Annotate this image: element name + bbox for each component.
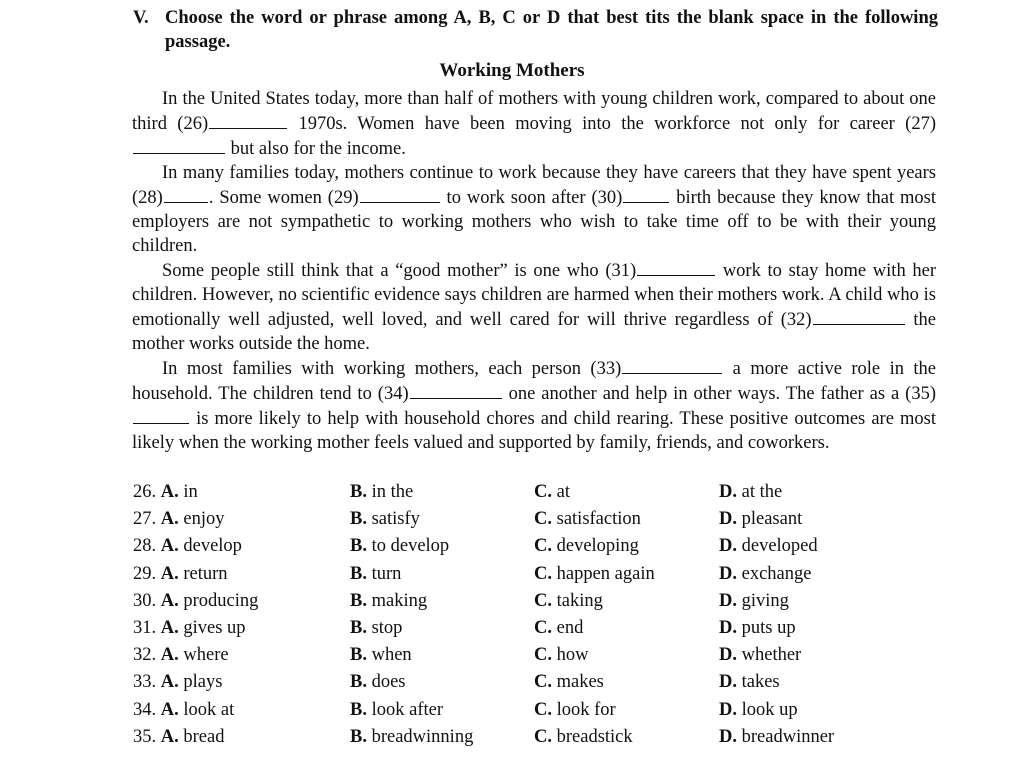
option-a[interactable] bbox=[133, 698, 234, 722]
option-text: at the bbox=[741, 482, 783, 502]
question-number: 34. bbox=[133, 699, 157, 720]
option-letter: B. bbox=[350, 672, 367, 693]
exercise-number: V. bbox=[133, 8, 149, 28]
option-d[interactable] bbox=[719, 534, 818, 558]
option-text: how bbox=[556, 645, 589, 666]
p4-text-3: one another and help in other ways. The father as a (35) bbox=[502, 384, 936, 404]
option-letter: A. bbox=[160, 590, 179, 611]
option-text: when bbox=[371, 645, 412, 666]
p4-text-2: a more active role in the household. The children tend to (34) bbox=[132, 359, 936, 404]
option-letter: A. bbox=[160, 645, 179, 666]
option-letter: A. bbox=[160, 672, 179, 693]
p2-text-1: In many families today, mothers continue to work because they have careers that they have spent years (28) bbox=[132, 163, 936, 208]
option-text: turn bbox=[371, 563, 402, 584]
question-row bbox=[133, 725, 933, 752]
option-letter: C. bbox=[534, 536, 552, 557]
option-letter: D. bbox=[719, 590, 737, 611]
option-c[interactable] bbox=[534, 698, 616, 722]
option-c[interactable] bbox=[534, 534, 639, 558]
option-b[interactable] bbox=[350, 507, 420, 531]
option-text: makes bbox=[556, 672, 604, 693]
option-letter: A. bbox=[160, 699, 179, 720]
option-c[interactable] bbox=[534, 562, 655, 586]
option-letter: C. bbox=[534, 590, 552, 611]
option-text: developing bbox=[556, 536, 639, 557]
option-letter: C. bbox=[534, 672, 552, 693]
option-letter: A. bbox=[160, 726, 179, 747]
question-row bbox=[133, 616, 933, 643]
option-letter: B. bbox=[350, 536, 367, 557]
blank-34 bbox=[410, 381, 502, 399]
option-b[interactable] bbox=[350, 698, 443, 722]
option-letter: D. bbox=[719, 563, 737, 584]
option-text: in the bbox=[371, 482, 414, 502]
option-b[interactable] bbox=[350, 589, 427, 613]
option-c[interactable] bbox=[534, 589, 603, 613]
option-b[interactable] bbox=[350, 725, 473, 749]
option-letter: B. bbox=[350, 699, 367, 720]
option-c[interactable] bbox=[534, 507, 641, 531]
option-a[interactable] bbox=[133, 562, 228, 586]
option-d[interactable] bbox=[719, 589, 789, 613]
question-number: 31. bbox=[133, 617, 157, 638]
option-letter: C. bbox=[534, 699, 552, 720]
option-text: to develop bbox=[371, 536, 450, 557]
option-text: gives up bbox=[183, 617, 246, 638]
question-number: 27. bbox=[133, 509, 157, 530]
answer-options bbox=[133, 480, 933, 752]
option-letter: C. bbox=[534, 482, 552, 502]
option-text: giving bbox=[741, 590, 789, 611]
option-text: breadstick bbox=[556, 726, 633, 747]
question-number: 35. bbox=[133, 726, 157, 747]
option-letter: D. bbox=[719, 617, 737, 638]
option-a[interactable] bbox=[133, 480, 198, 504]
question-row bbox=[133, 534, 933, 561]
option-text: at bbox=[556, 482, 570, 502]
option-letter: B. bbox=[350, 617, 367, 638]
passage bbox=[132, 87, 936, 455]
option-b[interactable] bbox=[350, 643, 412, 667]
question-row bbox=[133, 643, 933, 670]
option-b[interactable] bbox=[350, 480, 413, 504]
question-number: 32. bbox=[133, 645, 157, 666]
option-letter: D. bbox=[719, 482, 737, 502]
option-letter: C. bbox=[534, 617, 552, 638]
option-text: puts up bbox=[741, 617, 796, 638]
option-letter: C. bbox=[534, 726, 552, 747]
blank-30 bbox=[623, 185, 669, 203]
option-c[interactable] bbox=[534, 480, 570, 504]
option-text: producing bbox=[183, 590, 259, 611]
option-text: developed bbox=[741, 536, 818, 557]
option-b[interactable] bbox=[350, 534, 449, 558]
option-letter: D. bbox=[719, 645, 737, 666]
option-text: making bbox=[371, 590, 428, 611]
option-text: stop bbox=[371, 617, 403, 638]
option-c[interactable] bbox=[534, 616, 583, 640]
option-letter: D. bbox=[719, 726, 737, 747]
option-letter: B. bbox=[350, 590, 367, 611]
option-b[interactable] bbox=[350, 562, 401, 586]
question-row bbox=[133, 507, 933, 534]
question-row bbox=[133, 562, 933, 589]
option-text: exchange bbox=[741, 563, 812, 584]
blank-32 bbox=[813, 307, 905, 325]
option-d[interactable] bbox=[719, 670, 780, 694]
option-d[interactable] bbox=[719, 616, 796, 640]
option-c[interactable] bbox=[534, 670, 604, 694]
option-text: look at bbox=[183, 699, 235, 720]
option-a[interactable] bbox=[133, 616, 246, 640]
question-number: 30. bbox=[133, 590, 157, 611]
p4-text-4: is more likely to help with household chores and child rearing. These positive outcomes are most likely when the working mother feels valued and supported by family, friends, and coworkers. bbox=[132, 409, 936, 453]
blank-35 bbox=[133, 406, 189, 424]
option-letter: C. bbox=[534, 563, 552, 584]
option-d[interactable] bbox=[719, 643, 801, 667]
option-letter: A. bbox=[160, 536, 179, 557]
p3-text-2: work to stay home with her children. However, no scientific evidence says children are harmed when their mothers work. A child who is emotionally well adjusted, well loved, and well cared for will thrive regardless of (32) bbox=[132, 261, 936, 330]
blank-31 bbox=[637, 258, 715, 276]
option-letter: B. bbox=[350, 563, 367, 584]
option-d[interactable] bbox=[719, 698, 798, 722]
blank-27 bbox=[133, 136, 225, 154]
option-text: taking bbox=[556, 590, 603, 611]
option-d[interactable] bbox=[719, 507, 802, 531]
option-letter: C. bbox=[534, 509, 552, 530]
blank-29 bbox=[360, 185, 440, 203]
option-letter: B. bbox=[350, 482, 367, 502]
question-row bbox=[133, 670, 933, 697]
p1-text-3: but also for the income. bbox=[226, 139, 406, 159]
option-letter: D. bbox=[719, 509, 737, 530]
option-b[interactable] bbox=[350, 616, 402, 640]
option-d[interactable] bbox=[719, 562, 811, 586]
option-text: takes bbox=[741, 672, 780, 693]
option-text: look after bbox=[371, 699, 443, 720]
p2-text-4: birth because they know that most employers are not sympathetic to working mothers who wish to take time off to be with their young children. bbox=[132, 188, 936, 256]
option-c[interactable] bbox=[534, 643, 589, 667]
option-a[interactable] bbox=[133, 534, 242, 558]
option-text: in bbox=[183, 482, 198, 502]
option-text: end bbox=[556, 617, 584, 638]
question-number: 26. bbox=[133, 482, 157, 502]
option-text: plays bbox=[183, 672, 223, 693]
option-a[interactable] bbox=[133, 670, 222, 694]
option-a[interactable] bbox=[133, 643, 229, 667]
option-text: satisfy bbox=[371, 509, 420, 530]
p2-text-2: . Some women (29) bbox=[208, 188, 359, 208]
paragraph-2 bbox=[132, 161, 936, 258]
option-text: bread bbox=[183, 726, 225, 747]
p1-text-1: In the United States today, more than half of mothers with young children work, compared to about one third (26) bbox=[132, 89, 936, 134]
option-text: return bbox=[183, 563, 228, 584]
passage-title: Working Mothers bbox=[439, 60, 585, 81]
question-row bbox=[133, 589, 933, 616]
paragraph-1 bbox=[132, 87, 936, 161]
option-text: look for bbox=[556, 699, 616, 720]
option-a[interactable] bbox=[133, 507, 224, 531]
option-d[interactable] bbox=[719, 725, 834, 749]
question-number: 29. bbox=[133, 563, 157, 584]
option-b[interactable] bbox=[350, 670, 406, 694]
option-a[interactable] bbox=[133, 589, 258, 613]
option-letter: A. bbox=[160, 482, 179, 502]
option-letter: D. bbox=[719, 699, 737, 720]
option-letter: A. bbox=[160, 563, 179, 584]
option-a[interactable] bbox=[133, 725, 224, 749]
question-row bbox=[133, 698, 933, 725]
question-number: 28. bbox=[133, 536, 157, 557]
paragraph-3 bbox=[132, 258, 936, 356]
option-letter: D. bbox=[719, 672, 737, 693]
option-d[interactable] bbox=[719, 480, 782, 504]
blank-28 bbox=[164, 185, 208, 203]
option-text: develop bbox=[183, 536, 242, 557]
option-letter: C. bbox=[534, 645, 552, 666]
option-text: breadwinner bbox=[741, 726, 835, 747]
question-number: 33. bbox=[133, 672, 157, 693]
p1-text-2: 1970s. Women have been moving into the workforce not only for career (27) bbox=[288, 114, 936, 134]
p3-text-1: Some people still think that a “good mother” is one who (31) bbox=[162, 261, 637, 281]
option-letter: B. bbox=[350, 645, 367, 666]
option-letter: A. bbox=[160, 509, 179, 530]
option-letter: B. bbox=[350, 509, 367, 530]
paragraph-4 bbox=[132, 356, 936, 455]
option-text: whether bbox=[741, 645, 802, 666]
option-text: look up bbox=[741, 699, 798, 720]
option-text: happen again bbox=[556, 563, 655, 584]
option-letter: A. bbox=[160, 617, 179, 638]
blank-33 bbox=[622, 356, 722, 374]
option-letter: B. bbox=[350, 726, 367, 747]
option-text: where bbox=[183, 645, 229, 666]
p2-text-3: to work soon after (30) bbox=[440, 188, 623, 208]
option-text: satisfaction bbox=[556, 509, 641, 530]
option-c[interactable] bbox=[534, 725, 633, 749]
exercise-instruction: Choose the word or phrase among A, B, C or D that best tits the blank space in the following passage. bbox=[165, 8, 938, 52]
blank-26 bbox=[209, 111, 287, 129]
option-text: enjoy bbox=[183, 509, 225, 530]
p3-text-3: the mother works outside the home. bbox=[132, 310, 936, 354]
option-text: does bbox=[371, 672, 406, 693]
question-row bbox=[133, 480, 933, 507]
option-text: pleasant bbox=[741, 509, 803, 530]
option-letter: D. bbox=[719, 536, 737, 557]
p4-text-1: In most families with working mothers, each person (33) bbox=[162, 359, 622, 379]
option-text: breadwinning bbox=[371, 726, 474, 747]
